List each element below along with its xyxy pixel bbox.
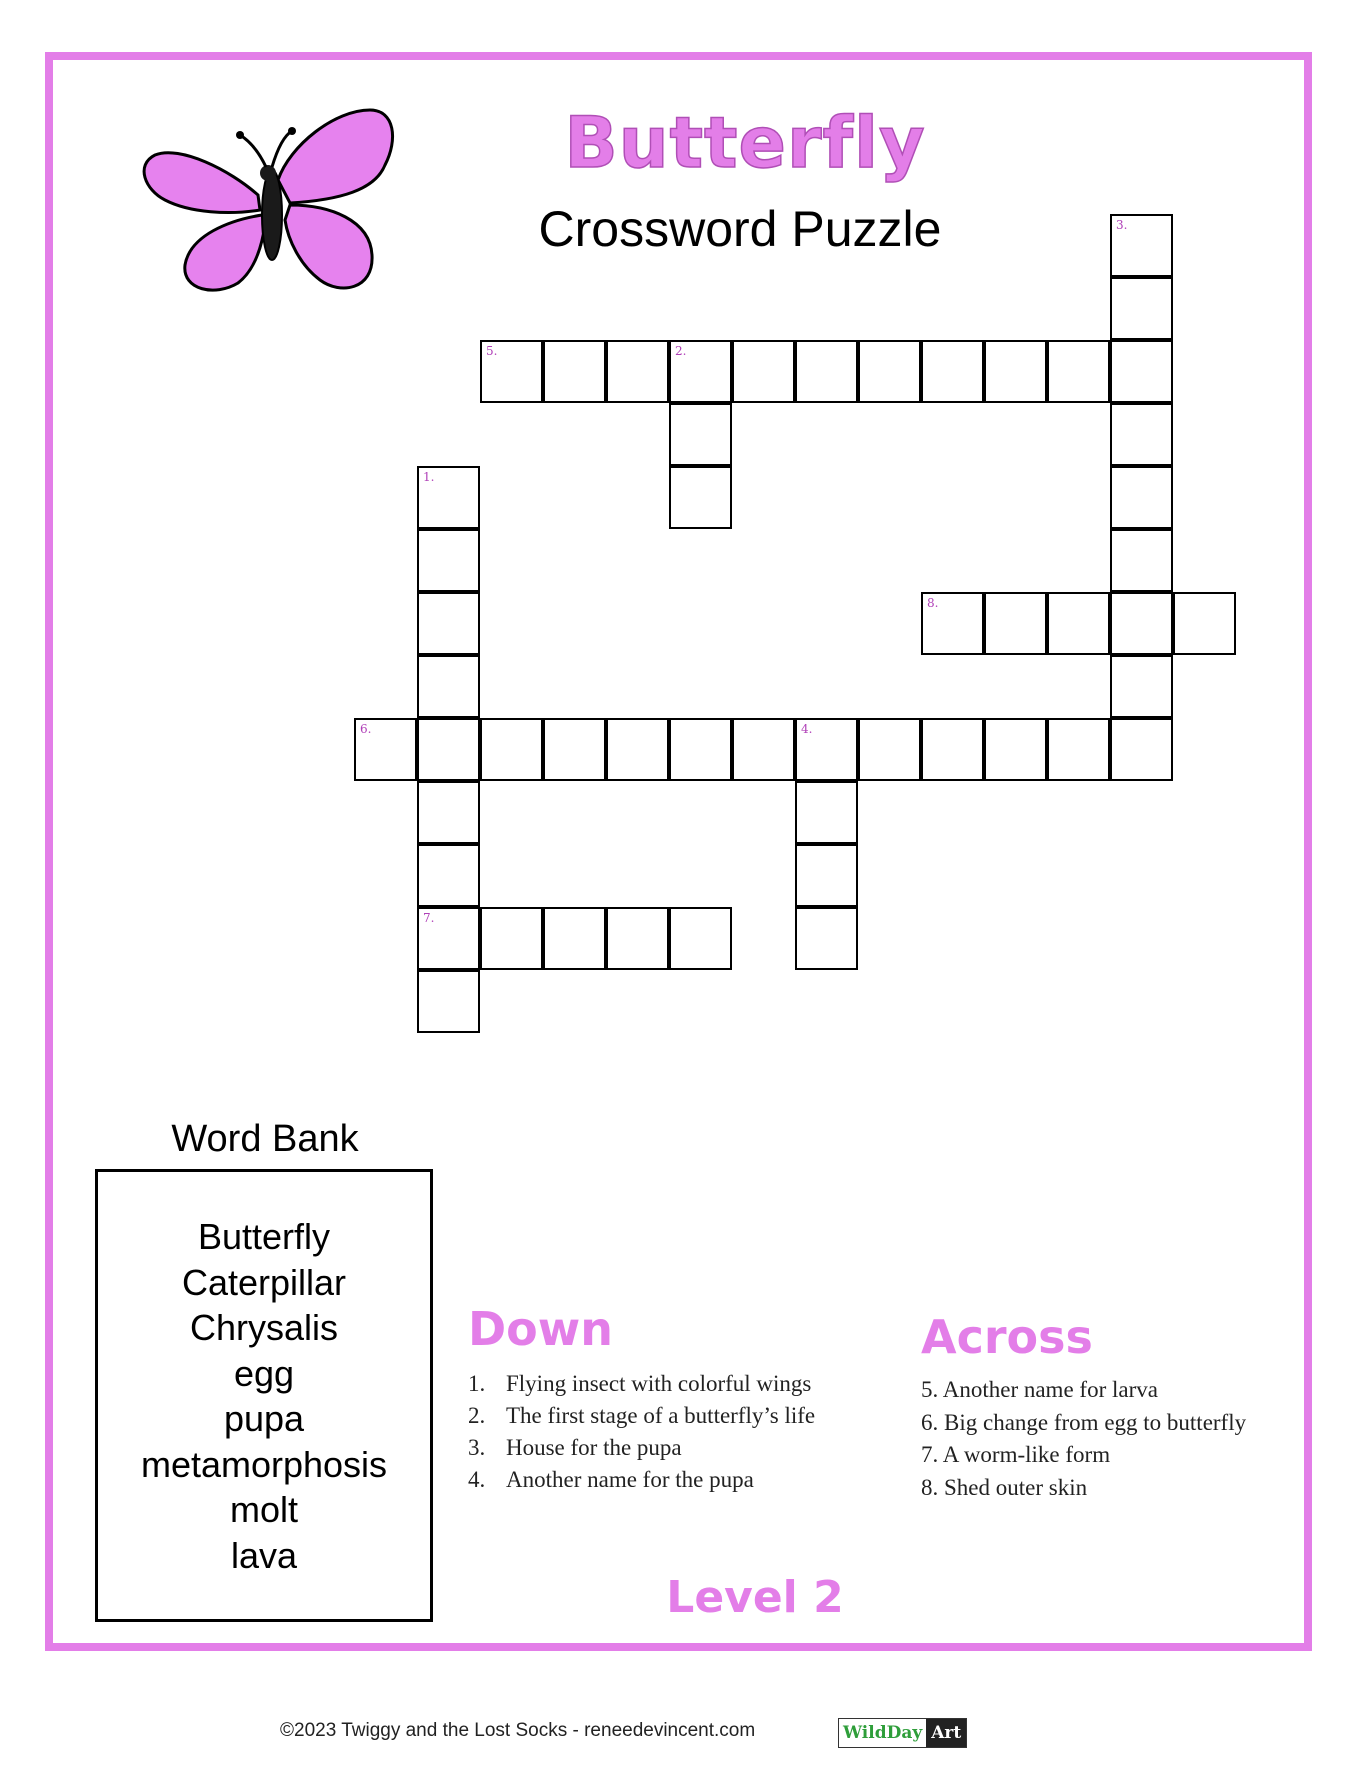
- page-title: Butterfly: [564, 102, 926, 184]
- clue-number-label: 2.: [675, 344, 687, 358]
- clue-text: The first stage of a butterfly’s life: [506, 1403, 816, 1428]
- clue-number-label: 8.: [927, 596, 939, 610]
- across-clue: 8. Shed outer skin: [921, 1474, 1088, 1500]
- clue-number: 2.: [468, 1403, 486, 1428]
- across-clue: 7. A worm-like form: [921, 1442, 1111, 1467]
- logo-text-art: Art: [926, 1719, 966, 1747]
- clue-text: House for the pupa: [506, 1435, 682, 1460]
- level-label: Level 2: [666, 1572, 844, 1623]
- word-bank-title: Word Bank: [171, 1118, 359, 1160]
- word-bank-word: egg: [233, 1352, 295, 1394]
- word-bank-word: Chrysalis: [189, 1307, 339, 1348]
- clue-text: Flying insect with colorful wings: [506, 1371, 812, 1396]
- word-bank-word: Butterfly: [197, 1216, 331, 1257]
- across-heading: Across: [921, 1310, 1093, 1364]
- clue-number: 3.: [468, 1435, 486, 1460]
- word-bank-word: molt: [229, 1489, 298, 1530]
- down-heading: Down: [468, 1302, 614, 1356]
- down-clue: [468, 1432, 815, 1464]
- copyright-text: ©2023 Twiggy and the Lost Socks - reneedevincent.com: [280, 1720, 756, 1741]
- word-bank-word: Caterpillar: [181, 1261, 347, 1303]
- word-bank-word: pupa: [223, 1398, 305, 1439]
- clue-number-label: 7.: [423, 911, 435, 925]
- across-clue: 5. Another name for larva: [921, 1377, 1158, 1402]
- butterfly-icon: [140, 105, 400, 305]
- clue-number-label: 6.: [360, 722, 372, 736]
- clue-number-label: 4.: [801, 722, 813, 736]
- clue-number-label: 3.: [1116, 218, 1128, 232]
- clue-number-label: 5.: [486, 344, 498, 358]
- across-clues: [921, 1374, 1246, 1504]
- down-clue: [468, 1368, 815, 1400]
- word-bank-box: [95, 1169, 433, 1622]
- down-clues: [468, 1368, 815, 1496]
- clue-number: 1.: [468, 1371, 486, 1396]
- clue-number: 4.: [468, 1467, 486, 1492]
- wildday-art-logo: [838, 1718, 967, 1748]
- logo-text-wildday: WildDay: [839, 1719, 926, 1747]
- clue-number-label: 1.: [423, 470, 435, 484]
- down-clue: [468, 1464, 815, 1496]
- page-subtitle: Crossword Puzzle: [538, 201, 942, 257]
- down-clue: [468, 1400, 815, 1432]
- word-bank-word: metamorphosis: [140, 1443, 388, 1485]
- word-bank-word: lava: [230, 1534, 298, 1576]
- clue-text: Another name for the pupa: [506, 1467, 754, 1492]
- across-clue: 6. Big change from egg to butterfly: [921, 1409, 1247, 1435]
